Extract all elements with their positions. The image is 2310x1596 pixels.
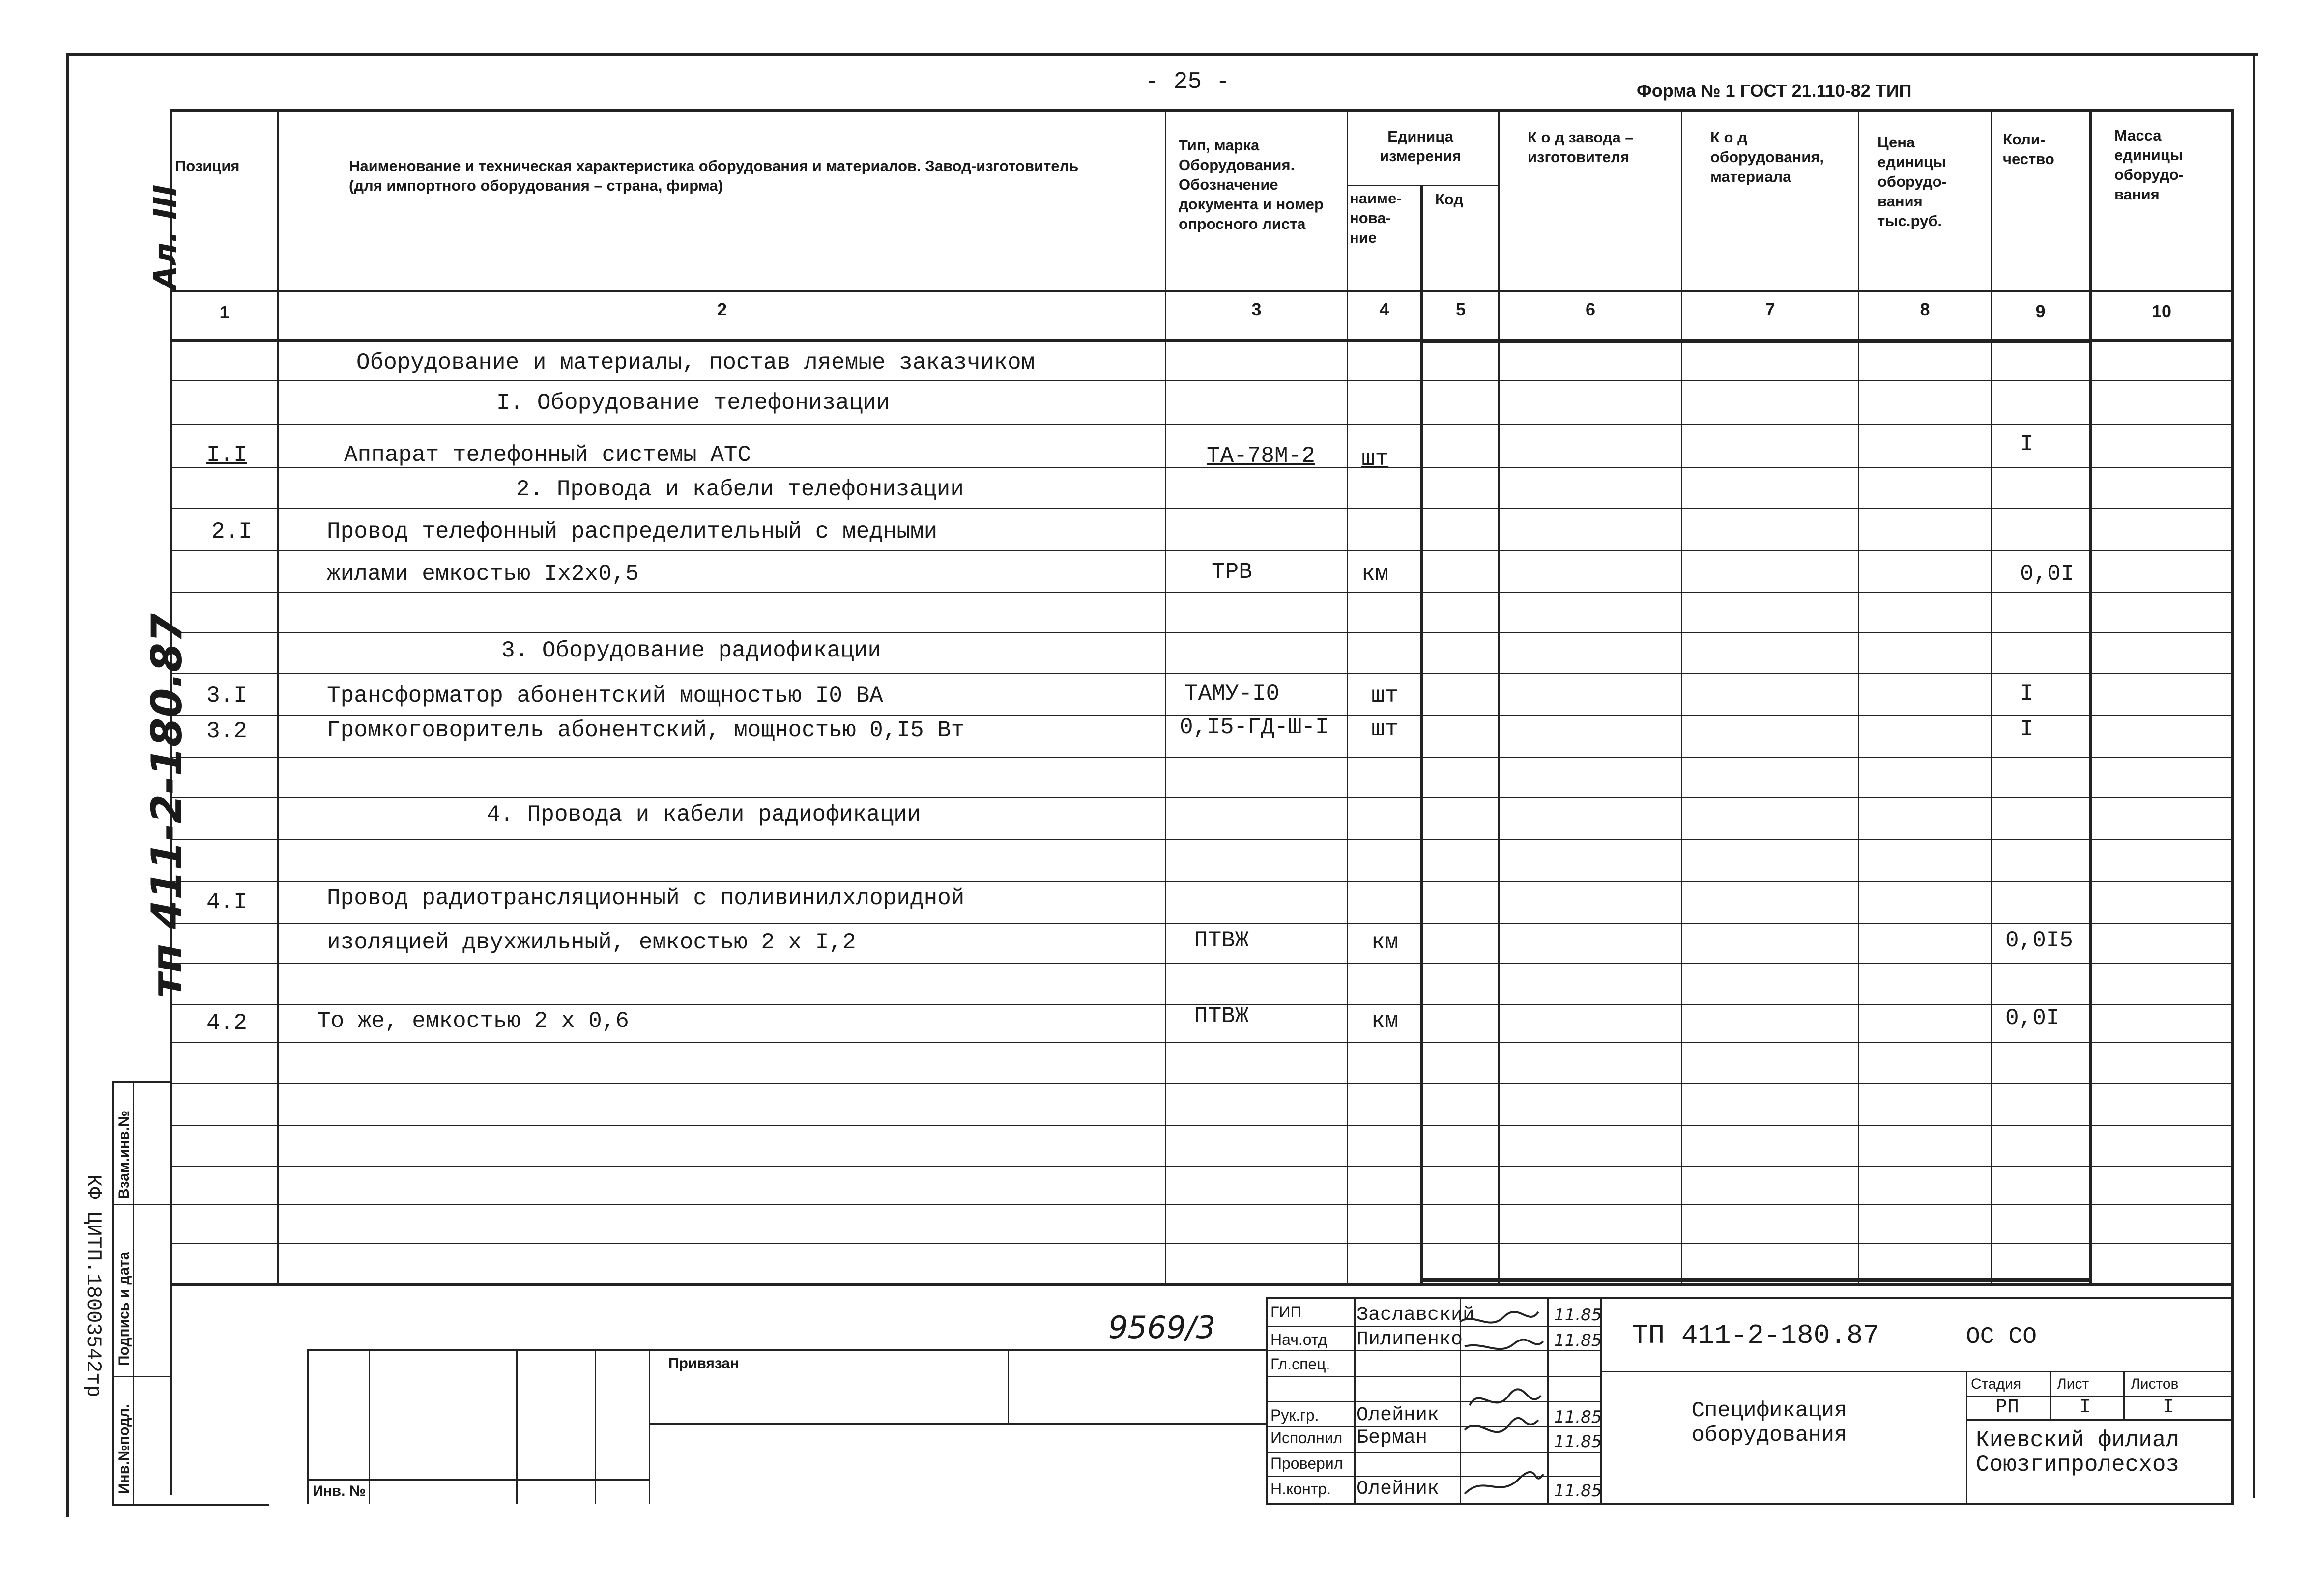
document-title: Спецификация оборудования xyxy=(1691,1398,1848,1448)
header-name: Наименование и техническая характеристика оборудования и материалов. Завод-изготовитель (для импортного оборудования – страна, фирма) xyxy=(349,157,1079,194)
role-ispolnil: Исполнил xyxy=(1270,1429,1343,1447)
date-ispolnil: 11.85 xyxy=(1554,1432,1602,1452)
row-position: 3.2 xyxy=(206,718,247,744)
row-type: ПТВЖ xyxy=(1194,928,1249,953)
row-type: ПТВЖ xyxy=(1194,1003,1249,1029)
label-vzam-inv: Взам.инв.№ xyxy=(116,1110,132,1199)
header-unit-name: наиме- нова- ние xyxy=(1350,190,1402,246)
archive-code: КФ ЦИТП.18003542тр xyxy=(82,1174,105,1397)
col-number: 4 xyxy=(1379,299,1389,319)
sheet-label: Лист xyxy=(2057,1376,2089,1392)
row-position: 2.I xyxy=(211,519,252,544)
row-name: изоляцией двухжильный, емкостью 2 х I,2 xyxy=(327,930,856,955)
label-podpis-data: Подпись и дата xyxy=(116,1252,132,1366)
row-quantity: 0,0I xyxy=(2020,561,2075,587)
row-type: ТАМУ-I0 xyxy=(1184,681,1280,707)
row-name: Трансформатор абонентский мощностью I0 ВА xyxy=(327,683,883,709)
col-number: 1 xyxy=(219,302,230,322)
date-n-kontr: 11.85 xyxy=(1554,1481,1602,1501)
role-proveril: Проверил xyxy=(1270,1454,1343,1472)
row-quantity: 0,0I5 xyxy=(2005,928,2074,953)
header-position: Позиция xyxy=(175,157,240,174)
row-position: 3.I xyxy=(206,683,247,709)
header-price: Цена единицы оборудо- вания тыс.руб. xyxy=(1877,134,1947,229)
privyazan-label: Привязан xyxy=(668,1355,739,1371)
row-position: I.I xyxy=(206,442,247,468)
inv-no-label: Инв. № xyxy=(313,1483,366,1499)
col-number: 2 xyxy=(717,299,727,319)
row-name: 3. Оборудование радиофикации xyxy=(501,638,881,663)
sheet-code: ОС СО xyxy=(1966,1324,2037,1350)
label-inv-podl: Инв.№подл. xyxy=(116,1404,132,1494)
row-unit: км xyxy=(1371,930,1399,955)
col-number: 7 xyxy=(1765,299,1775,319)
header-quantity: Коли- чество xyxy=(2003,131,2054,168)
row-quantity: I xyxy=(2020,681,2034,707)
row-unit: км xyxy=(1371,1008,1399,1034)
signatures xyxy=(1455,1297,1553,1504)
role-gip: ГИП xyxy=(1270,1303,1302,1321)
sheets-value: I xyxy=(2163,1396,2175,1419)
name-nach-otd: Пилипенко xyxy=(1357,1329,1463,1351)
form-label: Форма № 1 ГОСТ 21.110-82 ТИП xyxy=(1637,81,1912,101)
col-number: 6 xyxy=(1585,299,1596,319)
organization: Киевский филиал Союзгипролесхоз xyxy=(1976,1427,2180,1478)
project-code: ТП 411-2-180.87 xyxy=(1632,1320,1880,1351)
row-name: Громкоговоритель абонентский, мощностью 0,I5 Вт xyxy=(327,717,965,743)
outer-frame-top xyxy=(66,53,2258,56)
sheets-label: Листов xyxy=(2131,1376,2179,1392)
col-number: 8 xyxy=(1920,299,1930,319)
role-nach-otd: Нач.отд xyxy=(1270,1331,1328,1348)
row-name: 2. Провода и кабели телефонизации xyxy=(516,477,964,502)
outer-frame-right xyxy=(2253,53,2255,1498)
row-quantity: I xyxy=(2020,716,2034,742)
row-type: 0,I5-ГД-Ш-I xyxy=(1180,714,1329,740)
col-number: 3 xyxy=(1251,299,1262,319)
col-number: 5 xyxy=(1455,299,1466,319)
row-name: Провод телефонный распределительный с медными xyxy=(327,519,938,544)
date-nach-otd: 11.85 xyxy=(1554,1331,1602,1350)
album-label: Ал. III xyxy=(147,184,184,290)
header-type: Тип, марка Оборудования. Обозначение документа и номер опросного листа xyxy=(1179,137,1324,232)
row-quantity: I xyxy=(2020,431,2034,457)
name-n-kontr: Олейник xyxy=(1357,1478,1440,1500)
row-type: ТРВ xyxy=(1212,559,1252,585)
date-ruk-gr: 11.85 xyxy=(1554,1407,1602,1427)
row-name: жилами емкостью Iх2х0,5 xyxy=(327,561,639,587)
row-name: Аппарат телефонный системы АТС xyxy=(344,442,751,468)
stage-label: Стадия xyxy=(1971,1376,2021,1392)
header-unit-code: Код xyxy=(1435,191,1464,208)
header-mass: Масса единицы оборудо- вания xyxy=(2114,127,2184,203)
col-number: 9 xyxy=(2035,301,2046,321)
row-name: То же, емкостью 2 х 0,6 xyxy=(317,1008,629,1034)
row-position: 4.2 xyxy=(206,1010,247,1036)
row-unit: шт xyxy=(1371,716,1399,742)
doc-code: 9569/3 xyxy=(1108,1310,1216,1345)
name-ispolnil: Берман xyxy=(1357,1427,1428,1449)
row-name: Провод радиотрансляционный с поливинилхлоридной xyxy=(327,885,965,911)
row-quantity: 0,0I xyxy=(2005,1005,2060,1031)
row-unit: км xyxy=(1361,561,1389,587)
name-gip: Заславский xyxy=(1357,1304,1475,1326)
role-n-kontr: Н.контр. xyxy=(1270,1480,1331,1498)
row-unit: шт xyxy=(1371,683,1399,709)
col-number: 10 xyxy=(2151,301,2172,321)
row-type: ТА-78М-2 xyxy=(1207,443,1315,469)
role-gl-spec: Гл.спец. xyxy=(1270,1355,1330,1373)
date-gip: 11.85 xyxy=(1554,1305,1602,1325)
role-ruk-gr: Рук.гр. xyxy=(1270,1406,1319,1424)
row-name: I. Оборудование телефонизации xyxy=(496,390,890,416)
page-number: - 25 - xyxy=(1145,69,1230,95)
header-unit: Единица измерения xyxy=(1380,128,1461,165)
row-name: 4. Провода и кабели радиофикации xyxy=(487,802,921,827)
stage-value: РП xyxy=(1995,1396,2020,1419)
row-position: 4.I xyxy=(206,889,247,915)
header-equipment-code: К о д оборудования, материала xyxy=(1710,129,1824,185)
name-ruk-gr: Олейник xyxy=(1357,1404,1440,1426)
project-vertical: тп 411-2-180.87 xyxy=(143,613,192,998)
sheet-value: I xyxy=(2079,1396,2091,1419)
row-unit: шт xyxy=(1361,446,1389,472)
row-name: Оборудование и материалы, постав ляемые заказчиком xyxy=(356,350,1035,375)
outer-frame-left xyxy=(66,53,69,1517)
header-factory-code: К о д завода – изготовителя xyxy=(1528,129,1634,166)
